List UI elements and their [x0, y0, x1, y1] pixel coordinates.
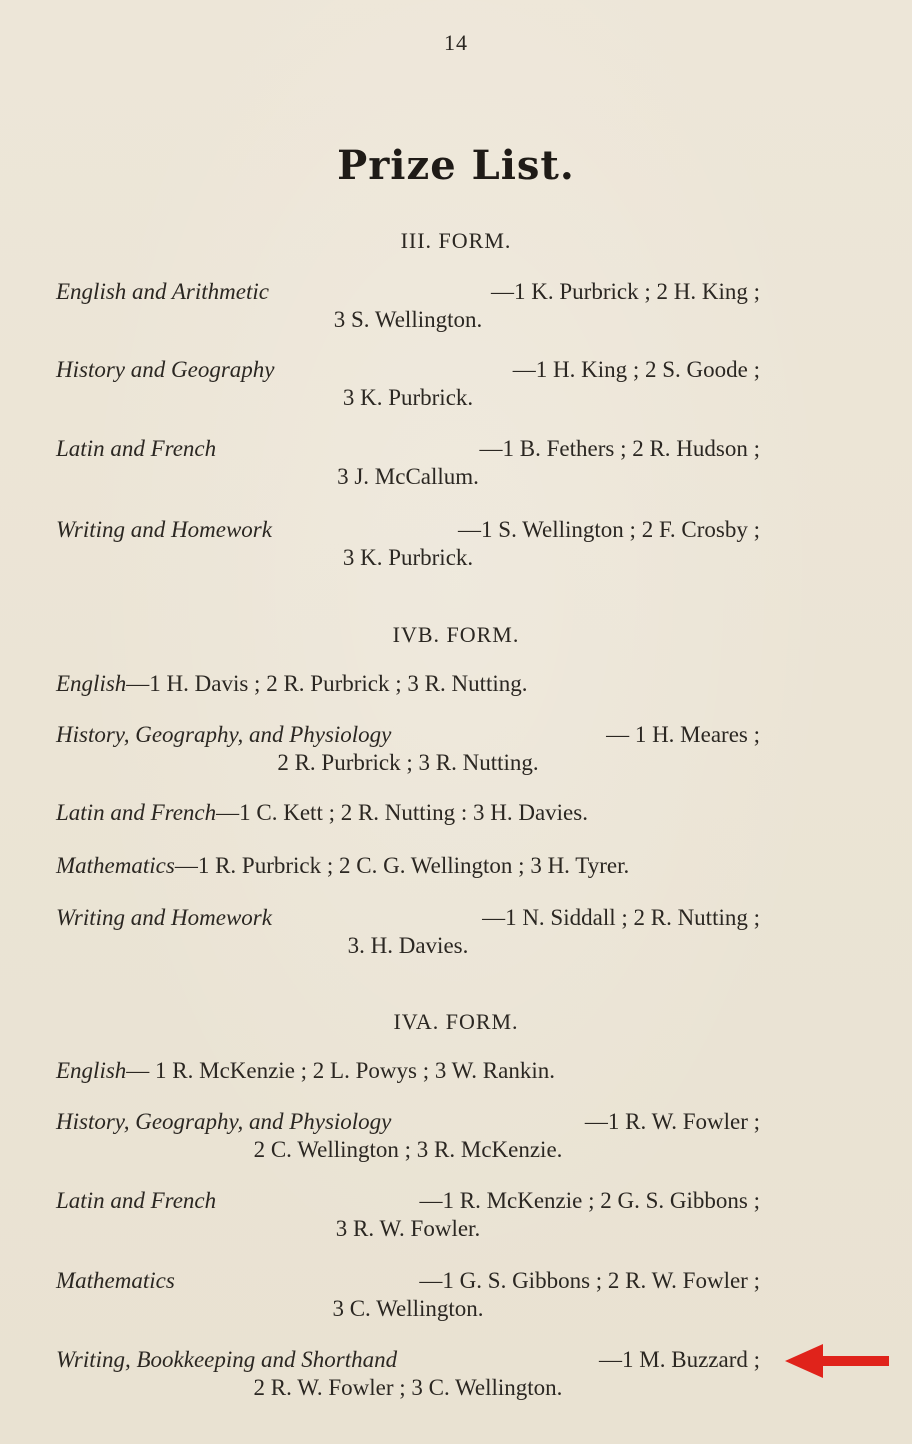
subject: Writing, Bookkeeping and Shorthand	[56, 1347, 398, 1372]
prize-entry	[56, 721, 760, 777]
subject: English	[56, 671, 127, 696]
winners: —1 R. W. Fowler ;	[584, 1109, 760, 1134]
winners: —1 K. Purbrick ; 2 H. King ;	[491, 279, 760, 304]
prize-entry	[56, 799, 760, 827]
prize-entry	[56, 904, 760, 960]
form-heading-iii: III. FORM.	[400, 228, 512, 253]
winners-continued: 3. H. Davies.	[347, 933, 469, 958]
red-arrow-icon	[785, 1344, 889, 1378]
winners-continued: 3 S. Wellington.	[333, 307, 483, 332]
subject: History and Geography	[56, 357, 275, 382]
winners: —1 C. Kett ; 2 R. Nutting : 3 H. Davies.	[216, 800, 588, 825]
prize-entry	[56, 852, 760, 880]
prize-entry	[56, 1108, 760, 1164]
subject: English and Arithmetic	[56, 279, 269, 304]
subject: Latin and French	[56, 800, 217, 825]
subject: History, Geography, and Physiology	[56, 722, 392, 747]
winners: —1 M. Buzzard ;	[599, 1347, 760, 1372]
winners: —1 R. Purbrick ; 2 C. G. Wellington ; 3 H. Tyrer.	[174, 853, 630, 878]
prize-entry	[56, 278, 760, 334]
prize-entry	[56, 356, 760, 412]
subject: Mathematics	[56, 853, 175, 878]
winners-continued: 2 R. Purbrick ; 3 R. Nutting.	[277, 750, 539, 775]
winners-continued: 2 C. Wellington ; 3 R. McKenzie.	[253, 1137, 563, 1162]
prize-entry	[56, 670, 760, 698]
winners-continued: 2 R. W. Fowler ; 3 C. Wellington.	[253, 1375, 563, 1400]
subject: Latin and French	[56, 436, 217, 461]
prize-entry	[56, 516, 760, 572]
prize-entry-highlighted	[56, 1346, 760, 1402]
winners-continued: 3 K. Purbrick.	[342, 545, 474, 570]
prize-entry	[56, 1187, 760, 1243]
winners: —1 H. King ; 2 S. Goode ;	[512, 357, 760, 382]
winners: — 1 R. McKenzie ; 2 L. Powys ; 3 W. Rankin.	[126, 1058, 555, 1083]
page-number: 14	[444, 30, 468, 55]
subject: History, Geography, and Physiology	[56, 1109, 392, 1134]
prize-entry	[56, 1267, 760, 1323]
winners-continued: 3 C. Wellington.	[332, 1296, 484, 1321]
winners: —1 H. Davis ; 2 R. Purbrick ; 3 R. Nutting.	[126, 671, 528, 696]
page-title: Prize List.	[337, 142, 575, 189]
winners: —1 G. S. Gibbons ; 2 R. W. Fowler ;	[419, 1268, 760, 1293]
prize-entry	[56, 1057, 760, 1085]
winners: —1 S. Wellington ; 2 F. Crosby ;	[458, 517, 760, 542]
winners-continued: 3 R. W. Fowler.	[335, 1216, 481, 1241]
subject: Latin and French	[56, 1188, 217, 1213]
subject: Mathematics	[56, 1268, 175, 1293]
winners-continued: 3 K. Purbrick.	[342, 385, 474, 410]
winners-continued: 3 J. McCallum.	[337, 464, 479, 489]
winners: — 1 H. Meares ;	[606, 722, 760, 747]
form-heading-iva: IVA. FORM.	[393, 1009, 519, 1034]
subject: English	[56, 1058, 127, 1083]
winners: —1 N. Siddall ; 2 R. Nutting ;	[482, 905, 760, 930]
winners: —1 R. McKenzie ; 2 G. S. Gibbons ;	[419, 1188, 760, 1213]
winners: —1 B. Fethers ; 2 R. Hudson ;	[479, 436, 760, 461]
prize-entry	[56, 435, 760, 491]
subject: Writing and Homework	[56, 517, 272, 542]
form-heading-ivb: IVB. FORM.	[392, 622, 520, 647]
subject: Writing and Homework	[56, 905, 272, 930]
